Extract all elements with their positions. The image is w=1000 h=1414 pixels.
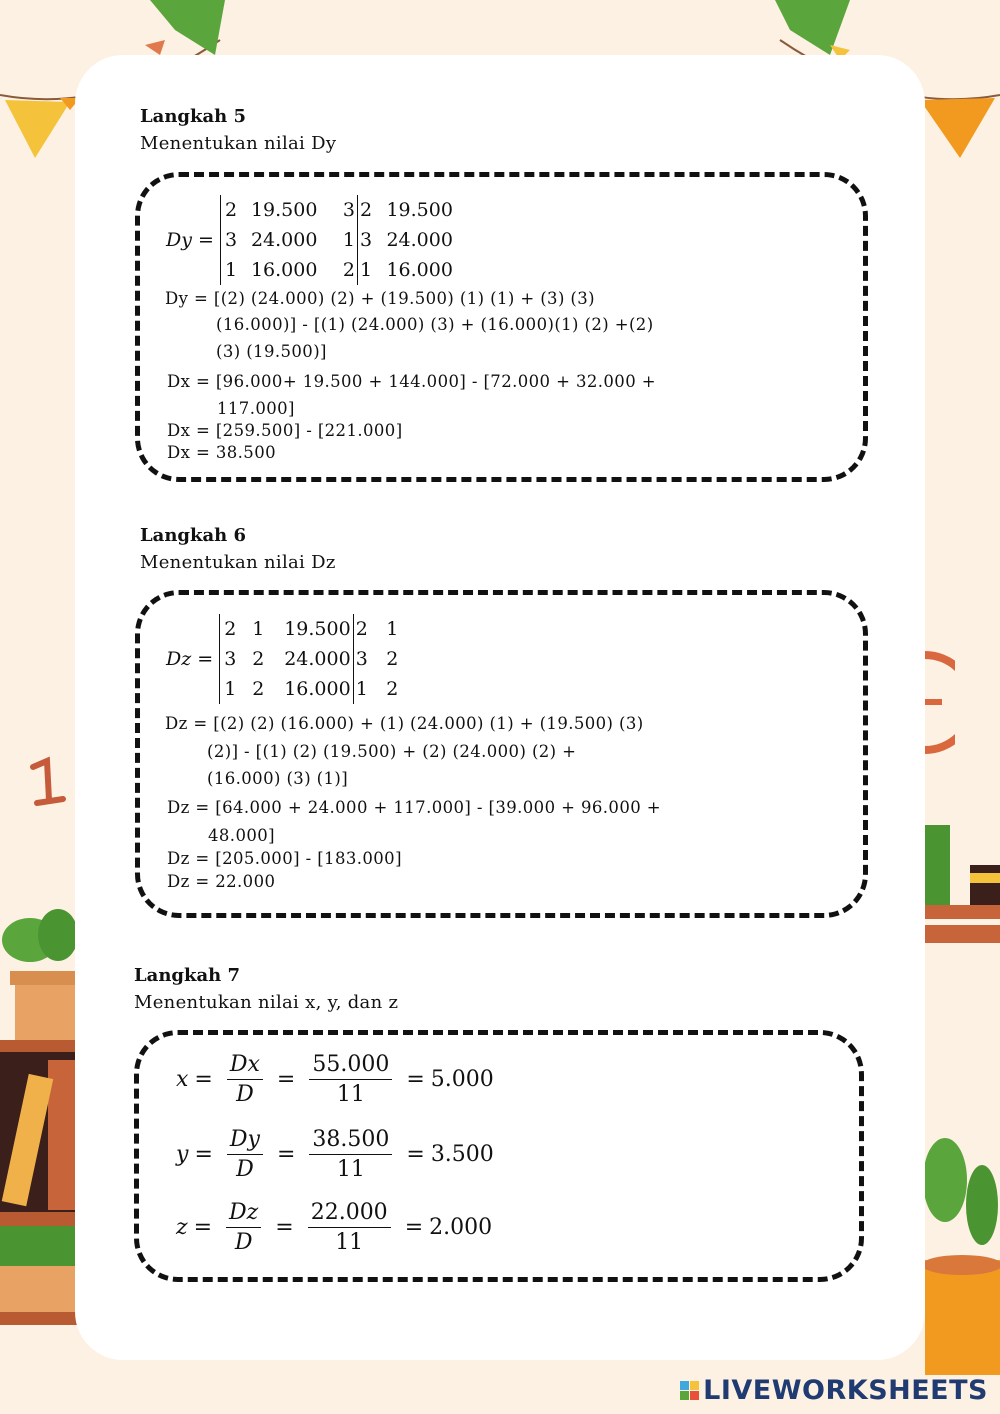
var-z: z [176,1215,188,1240]
step5-determinant [166,195,453,285]
step5-line: (3) (19.500)] [216,342,327,361]
step7-heading: Langkah 7 [134,965,241,986]
matrix-cell: 2 [220,195,251,225]
matrix-cell: 3 [355,648,368,670]
matrix-cell: 19.500 [386,199,453,221]
numeric-fraction: $\frac{22.000}{11}$ [308,1200,391,1255]
symbolic-fraction: $\frac{Dz}{D}$ [226,1200,261,1255]
step6-determinant [166,614,398,704]
matrix-cell: 1 [359,259,373,281]
matrix-cell: 1 [220,674,253,704]
matrix-cell: 24.000 [386,229,453,251]
matrix-cell: 24.000 [250,229,318,251]
step6-heading: Langkah 6 [140,525,247,546]
y-equation: y = $\frac{Dy}{D}$ = $\frac{38.500}{11}$ = 3.500 [176,1127,494,1182]
z-equation: z = $\frac{Dz}{D}$ = $\frac{22.000}{11}$ = 2.000 [176,1200,493,1255]
dy-label: Dy = [166,229,214,251]
matrix-cell: 1 [339,225,358,255]
step5-subtitle: Menentukan nilai Dy [140,133,337,154]
liveworksheets-logo[interactable] [680,1375,988,1406]
matrix-cell: 2 [339,255,358,285]
matrix-row [220,255,452,285]
step6-subtitle: Menentukan nilai Dz [140,552,336,573]
plant-right-decoration [920,1130,1000,1375]
matrix-row [220,644,399,674]
plant-left-decoration [0,905,80,1045]
matrix-row [220,674,399,704]
step5-line: (16.000)] - [(1) (24.000) (3) + (16.000)(1) (2) +(2) [216,315,654,334]
dz-matrix [219,614,398,704]
numeric-fraction: $\frac{55.000}{11}$ [309,1052,392,1107]
matrix-cell: 16.000 [284,674,353,704]
matrix-cell: 3 [220,225,251,255]
matrix-row [220,225,452,255]
bookshelf-left-decoration [0,1040,80,1325]
step6-line: Dz = 22.000 [167,872,276,891]
symbolic-fraction: $\frac{Dy}{D}$ [227,1127,263,1182]
y-result: 3.500 [430,1142,494,1167]
step6-line: Dz = [(2) (2) (16.000) + (1) (24.000) (1) + (19.500) (3) [165,714,644,733]
step6-line: (16.000) (3) (1)] [207,769,349,788]
step6-line: 48.000] [208,826,275,845]
matrix-cell: 2 [386,648,399,670]
matrix-cell: 3 [220,644,253,674]
matrix-cell: 2 [355,618,368,640]
dy-matrix [220,195,453,285]
matrix-cell: 3 [359,229,373,251]
clock-decoration [920,650,955,760]
logo-grid-icon [680,1381,699,1400]
matrix-row [220,614,399,644]
symbolic-fraction: $\frac{Dx}{D}$ [227,1052,263,1107]
matrix-cell: 2 [252,648,265,670]
matrix-cell: 1 [220,255,251,285]
z-result: 2.000 [429,1215,493,1240]
numeric-fraction: $\frac{38.500}{11}$ [309,1127,392,1182]
matrix-row [220,195,452,225]
matrix-cell: 2 [386,678,399,700]
matrix-cell: 19.500 [284,614,353,644]
step5-heading: Langkah 5 [140,106,247,127]
step5-line: Dx = [96.000+ 19.500 + 144.000] - [72.000 + 32.000 + [167,372,656,391]
step6-line: (2)] - [(1) (2) (19.500) + (2) (24.000) (2) + [207,742,577,761]
matrix-cell: 1 [386,618,399,640]
matrix-cell: 1 [355,678,368,700]
matrix-cell: 16.000 [386,259,453,281]
dz-label: Dz = [166,648,214,670]
matrix-cell: 3 [339,195,358,225]
logo-text: LIVEWORKSHEETS [703,1375,988,1406]
var-y: y [176,1142,189,1167]
step5-line: 117.000] [217,399,295,418]
shelf-right-decoration [920,825,1000,945]
matrix-cell: 16.000 [250,259,318,281]
matrix-cell: 2 [252,678,265,700]
matrix-cell: 2 [220,614,253,644]
matrix-cell: 19.500 [250,199,318,221]
x-equation: x = $\frac{Dx}{D}$ = $\frac{55.000}{11}$ = 5.000 [176,1052,494,1107]
step5-line: Dx = 38.500 [167,443,276,462]
step5-line: Dx = [259.500] - [221.000] [167,421,403,440]
matrix-cell: 1 [252,618,265,640]
x-result: 5.000 [430,1067,494,1092]
matrix-cell: 2 [359,199,373,221]
number-one-decoration [25,755,70,810]
step6-line: Dz = [205.000] - [183.000] [167,849,402,868]
step5-line: Dy = [(2) (24.000) (2) + (19.500) (1) (1) + (3) (3) [165,289,596,308]
var-x: x [176,1067,189,1092]
matrix-cell: 24.000 [284,644,353,674]
step6-line: Dz = [64.000 + 24.000 + 117.000] - [39.000 + 96.000 + [167,798,661,817]
step7-subtitle: Menentukan nilai x, y, dan z [134,992,399,1013]
